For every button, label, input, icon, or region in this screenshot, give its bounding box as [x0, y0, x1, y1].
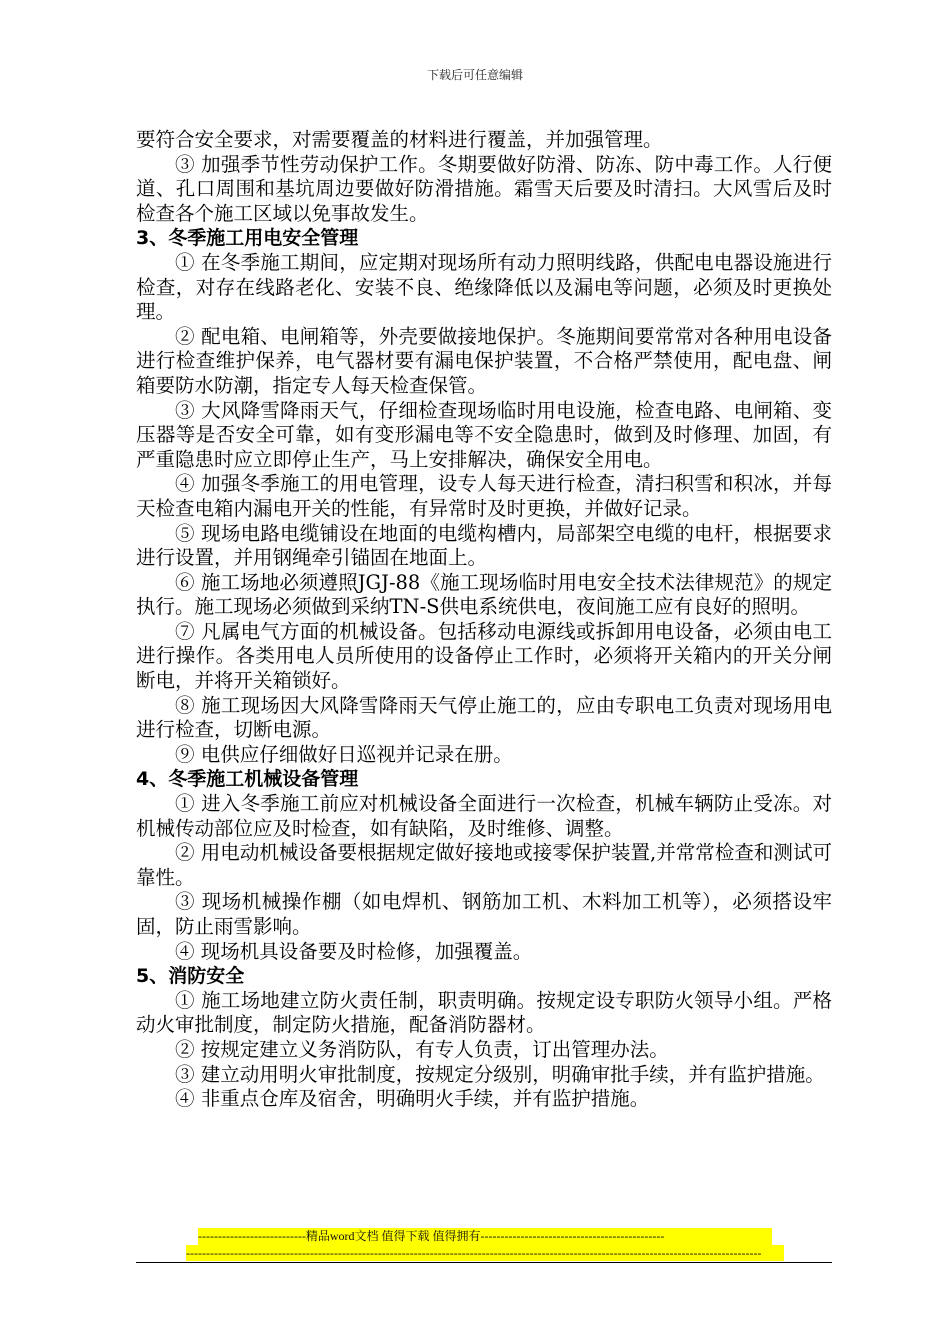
paragraph: ③ 建立动用明火审批制度，按规定分级别，明确审批手续，并有监护措施。 — [175, 1062, 825, 1086]
footer-rule — [136, 1262, 832, 1263]
paragraph: ⑥ 施工场地必须遵照JGJ-88《施工现场临时用电安全技术法律规范》的规定执行。施工现场必须做到采纳TN-S供电系统供电，夜间施工应有良好的照明。 — [136, 570, 832, 619]
paragraph: ④ 加强冬季施工的用电管理，设专人每天进行检查，清扫积雪和积冰，并每天检查电箱内漏电开关的性能，有异常时及时更换，并做好记录。 — [136, 472, 832, 520]
section-heading: 3、冬季施工用电安全管理 — [136, 227, 359, 250]
paragraph: ① 在冬季施工期间，应定期对现场所有动力照明线路，供配电电器设施进行检查，对存在线路老化、安装不良、绝缘降低以及漏电等问题，必须及时更换处理。 — [136, 250, 832, 324]
paragraph: ⑧ 施工现场因大风降雪降雨天气停止施工的，应由专职电工负责对现场用电进行检查，切断电源。 — [136, 693, 832, 742]
paragraph: ④ 非重点仓库及宿舍，明确明火手续，并有监护措施。 — [175, 1087, 650, 1111]
paragraph: ⑦ 凡属电气方面的机械设备。包括移动电源线或拆卸用电设备，必须由电工进行操作。各类用电人员所使用的设备停止工作时，必须将开关箱内的开关分闸断电，并将开关箱锁好。 — [136, 619, 832, 693]
footer-banner-line: ------------------------------------------------------------------------------------------------------------------------------------------------ — [186, 1245, 784, 1261]
paragraph: ③ 加强季节性劳动保护工作。冬期要做好防滑、防冻、防中毒工作。人行便道、孔口周围和基坑周边要做好防滑措施。霜雪天后要及时清扫。大风雪后及时检查各个施工区域以免事故发生。 — [136, 152, 832, 225]
paragraph: ② 按规定建立义务消防队，有专人负责，订出管理办法。 — [175, 1037, 669, 1061]
footer-banner-line: ---------------------------精品word文档 值得下载 值得拥有---------------------------------------------- — [198, 1228, 772, 1245]
paragraph: ② 用电动机械设备要根据规定做好接地或接零保护装置,并常常检查和测试可靠性。 — [136, 841, 832, 889]
section-heading: 4、冬季施工机械设备管理 — [136, 768, 359, 791]
paragraph: ② 配电箱、电闸箱等，外壳要做接地保护。冬施期间要常常对各种用电设备进行检查维护保养，电气器材要有漏电保护装置，不合格严禁使用，配电盘、闸箱要防水防潮，指定专人每天检查保管。 — [136, 324, 832, 397]
paragraph: ① 施工场地建立防火责任制，职责明确。按规定设专职防火领导小组。严格动火审批制度，制定防火措施，配备消防器材。 — [136, 988, 832, 1037]
paragraph: 要符合安全要求，对需要覆盖的材料进行覆盖，并加强管理。 — [136, 128, 663, 151]
paragraph: ③ 大风降雪降雨天气，仔细检查现场临时用电设施，检查电路、电闸箱、变压器等是否安全可靠，如有变形漏电等不安全隐患时，做到及时修理、加固，有严重隐患时应立即停止生产，马上安排解决，确保安全用电。 — [136, 398, 832, 471]
paragraph: ⑤ 现场电路电缆铺设在地面的电缆构槽内，局部架空电缆的电杆，根据要求进行设置，并用钢绳牵引锚固在地面上。 — [136, 521, 832, 570]
paragraph: ① 进入冬季施工前应对机械设备全面进行一次检查，机械车辆防止受冻。对机械传动部位应及时检查，如有缺陷，及时维修、调整。 — [136, 792, 832, 840]
section-heading: 5、消防安全 — [136, 965, 245, 988]
paragraph: ④ 现场机具设备要及时检修，加强覆盖。 — [175, 939, 533, 963]
page-header-note: 下载后可任意编辑 — [426, 68, 523, 82]
paragraph: ⑨ 电供应仔细做好日巡视并记录在册。 — [175, 742, 513, 766]
document-body — [136, 128, 832, 1112]
paragraph: ③ 现场机械操作棚（如电焊机、钢筋加工机、木料加工机等），必须搭设牢固，防止雨雪影响。 — [136, 890, 832, 938]
